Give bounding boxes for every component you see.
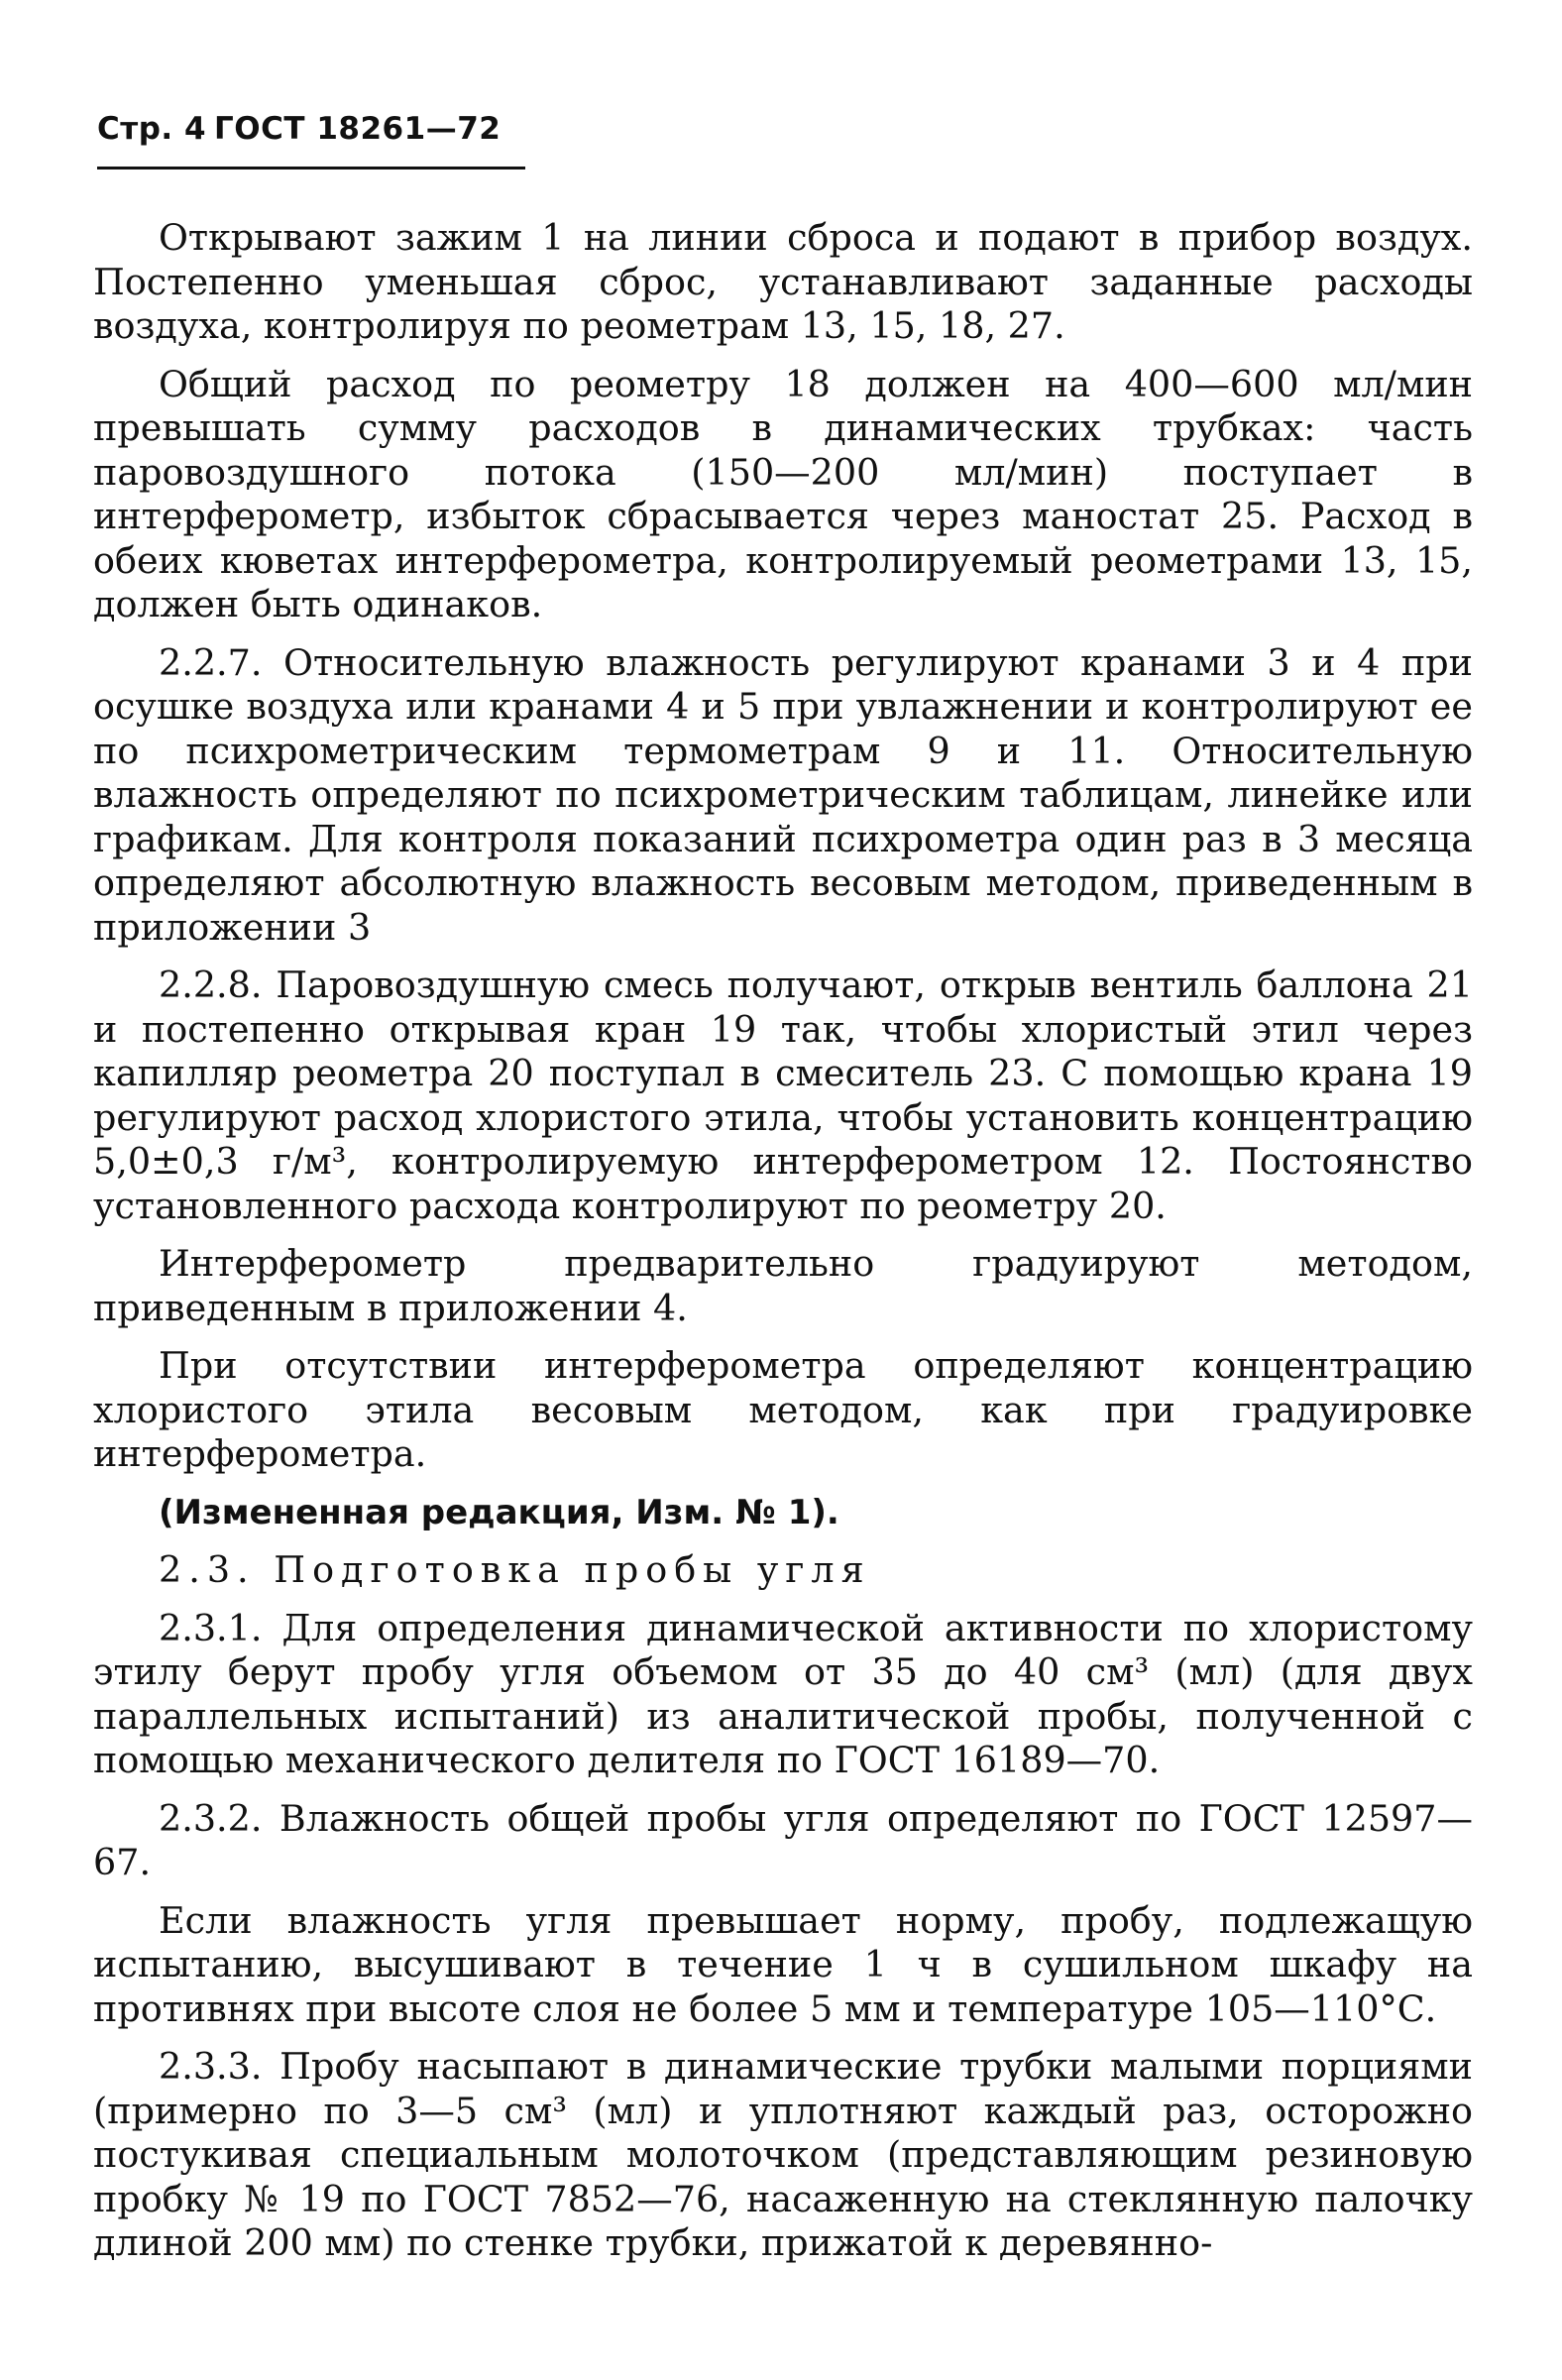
- section-heading-2-3: 2.3. Подготовка пробы угля: [159, 1548, 871, 1591]
- paragraph-open-clamp: Открывают зажим 1 на линии сброса и подают в прибор воздух. Постепенно уменьшая сброс, устанавливают заданные расходы воздуха, контролируя по реометрам 13, 15, 18, 27.: [93, 216, 1473, 347]
- paragraph-2-2-8: 2.2.8. Паровоздушную смесь получают, открыв вентиль баллона 21 и постепенно открывая кран 19 так, чтобы хлористый этил через капилляр реометра 20 поступал в смеситель 23. С помощью крана 19 регулируют расход хлористого этила, чтобы установить концентрацию 5,0±0,3 г/м³, контролируемую интерферометром 12. Постоянство установленного расхода контролируют по реометру 20.: [93, 963, 1473, 1227]
- standard-code: ГОСТ 18261—72: [214, 111, 502, 147]
- page-header: [97, 111, 523, 147]
- paragraph-drying: Если влажность угля превышает норму, пробу, подлежащую испытанию, высушивают в течение 1 ч в сушильном шкафу на противнях при высоте слоя не более 5 мм и температуре 105—110°С.: [93, 1898, 1473, 2030]
- paragraph-2-3-2: 2.3.2. Влажность общей пробы угля определяют по ГОСТ 12597—67.: [93, 1796, 1473, 1883]
- amendment-note: (Измененная редакция, Изм. № 1).: [159, 1492, 839, 1532]
- paragraph-interferometer-calibration: Интерферометр предварительно градуируют методом, приведенным в приложении 4.: [93, 1242, 1473, 1329]
- header-divider: [97, 167, 525, 170]
- paragraph-2-3-1: 2.3.1. Для определения динамической активности по хлористому этилу берут пробу угля объемом от 35 до 40 см³ (мл) (для двух параллельных испытаний) из аналитической пробы, полученной с помощью механического делителя по ГОСТ 16189—70.: [93, 1606, 1473, 1781]
- page-number: Стр. 4: [97, 111, 207, 147]
- paragraph-2-3-3: 2.3.3. Пробу насыпают в динамические трубки малыми порциями (примерно по 3—5 см³ (мл) и уплотняют каждый раз, осторожно постукивая специальным молоточком (представляющим резиновую пробку № 19 по ГОСТ 7852—76, насаженную на стеклянную палочку длиной 200 мм) по стенке трубки, прижатой к деревянно-: [93, 2045, 1473, 2264]
- paragraph-total-flow: Общий расход по реометру 18 должен на 400—600 мл/мин превышать сумму расходов в динамических трубках: часть паровоздушного потока (150—200 мл/мин) поступает в интерферометр, избыток сбрасывается через маностат 25. Расход в обеих кюветах интерферометра, контролируемый реометрами 13, 15, должен быть одинаков.: [93, 362, 1473, 625]
- paragraph-no-interferometer: При отсутствии интерферометра определяют концентрацию хлористого этила весовым методом, как при градуировке интерферометра.: [93, 1344, 1473, 1475]
- paragraph-2-2-7: 2.2.7. Относительную влажность регулируют кранами 3 и 4 при осушке воздуха или кранами 4 и 5 при увлажнении и контролируют ее по психрометрическим термометрам 9 и 11. Относительную влажность определяют по психрометрическим таблицам, линейке или графикам. Для контроля показаний психрометра один раз в 3 месяца определяют абсолютную влажность весовым методом, приведенным в приложении 3: [93, 640, 1473, 949]
- document-body: [93, 216, 1473, 2266]
